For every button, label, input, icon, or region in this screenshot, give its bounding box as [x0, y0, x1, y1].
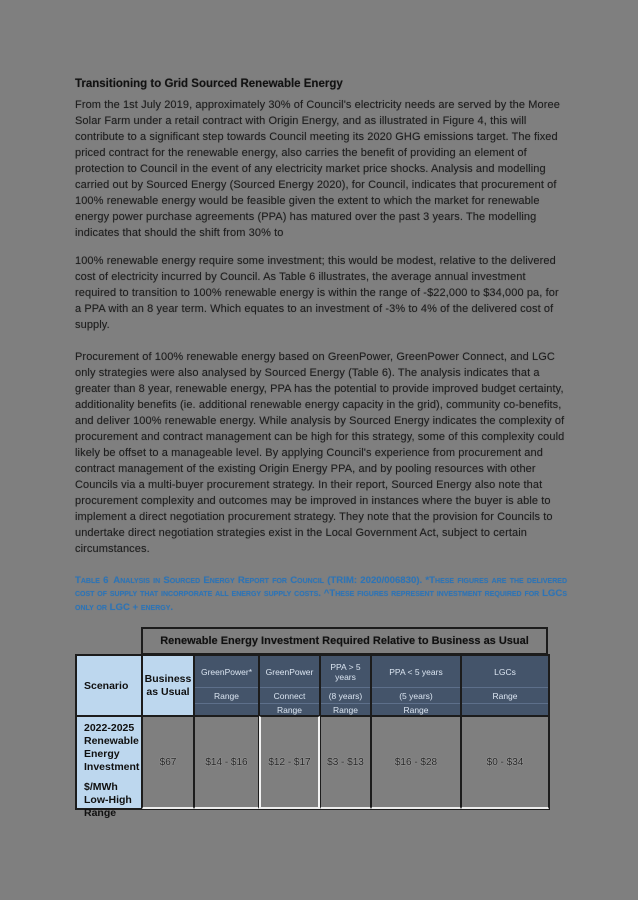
- section-heading: Transitioning to Grid Sourced Renewable Energy: [75, 78, 343, 90]
- col-header-line2: (8 years): [321, 687, 370, 703]
- col-header-ppa-lt-5-years: [371, 655, 461, 716]
- col-header-greenpower-connect: [259, 655, 320, 716]
- row-label-scenario-text: 2022-2025 Renewable Energy Investment: [84, 722, 140, 773]
- col-header-line3: [462, 703, 548, 716]
- col-header-line1: LGCs: [494, 666, 516, 677]
- value-ppa-lt-5-years: $16 - $28: [371, 716, 461, 809]
- col-header-line3: Range: [260, 703, 319, 716]
- col-header-greenpower: [194, 655, 259, 716]
- body-paragraph-1: From the 1st July 2019, approximately 30% of Council's electricity needs are served by the Moree Solar Farm under a retail contract with Origin Energy, and as illustrated in Figure 4, this will contribute to a significant step towards Council meeting its 2020 GHG emissions target. The fixed priced contract for the renewable energy, also carries the benefit of providing an element of protection to Council in the event of any electricity market price shocks. Analysis and modelling carried out by Sourced Energy (Sourced Energy 2020), for Council, indicates that procurement of 100% renewable energy would be feasible given the extent to which the market for renewable energy power purchase agreements (PPA) has matured over the past 3 years. The modelling indicates that should the shift from 30% to: [75, 99, 560, 239]
- table-title: Renewable Energy Investment Required Relative to Business as Usual: [141, 627, 548, 655]
- col-header-line1: GreenPower: [265, 666, 314, 677]
- col-header-line3: [195, 703, 258, 716]
- col-header-scenario: Scenario: [76, 655, 142, 716]
- col-header-line2: (5 years): [372, 687, 460, 703]
- col-header-line2: Range: [462, 687, 548, 703]
- row-label-2022-2025-investment: [76, 716, 142, 819]
- value-lgcs: $0 - $34: [461, 716, 549, 809]
- investment-table: [75, 627, 548, 819]
- col-header-line2: Connect: [260, 687, 319, 703]
- value-greenpower: $14 - $16: [194, 716, 259, 809]
- table-grid: [75, 654, 550, 819]
- col-header-lgcs: [461, 655, 549, 716]
- col-header-line1: PPA > 5 years: [330, 661, 361, 682]
- value-greenpower-connect: $12 - $17: [259, 716, 320, 809]
- table-caption: Table 6 Analysis in Sourced Energy Report for Council (TRIM: 2020/006830). *These figures are the delivered cost of supply that incorporate all energy supply costs. ^These figures represent investment required for LGCs only or LGC + energy.: [75, 575, 567, 613]
- body-paragraph-3: Procurement of 100% renewable energy based on GreenPower, GreenPower Connect, and LGC only strategies were also analysed by Sourced Energy (Table 6). The analysis indicates that a greater than 8 year, renewable energy, PPA has the potential to provide improved budget certainty, additionality benefits (ie. additional renewable energy capacity in the grid), community co-benefits, and deliver 100% renewable energy. While analysis by Sourced Energy indicates the complexity of procurement and contract management can be high for this strategy, some of this complexity could likely be offset to a manageable level. By applying Council's experience from procurement and contract management of the existing Origin Energy PPA, and by pooling resources with other Councils via a multi-buyer procurement strategy. In their report, Sourced Energy also note that procurement complexity and outcomes may be improved in instances where the buyer is able to implement a direct negotiation procurement strategy. They note that the provision for Councils to undertake direct negotiation strategies exist in the Local Government Act, subject to certain circumstances.: [75, 351, 565, 555]
- col-header-line1: GreenPower*: [200, 666, 253, 677]
- col-header-ppa-gt-5-years: [320, 655, 371, 716]
- col-header-line3: Range: [321, 703, 370, 716]
- col-header-business-as-usual: Business as Usual: [142, 655, 194, 716]
- value-ppa-gt-5-years: $3 - $13: [320, 716, 371, 809]
- value-business-as-usual: $67: [142, 716, 194, 809]
- col-header-line1: PPA < 5 years: [389, 666, 443, 677]
- col-header-line2: Range: [195, 687, 258, 703]
- col-header-line3: Range: [372, 703, 460, 716]
- body-paragraph-2: 100% renewable energy require some investment; this would be modest, relative to the delivered cost of electricity incurred by Council. As Table 6 illustrates, the average annual investment required to transition to 100% renewable energy is within the range of -$22,000 to $34,000 pa, for a PPA with an 8 year term. Which equates to an investment of -3% to 4% of the delivered cost of supply.: [75, 255, 559, 331]
- row-label-units-text: $/MWh Low-High Range: [84, 781, 132, 819]
